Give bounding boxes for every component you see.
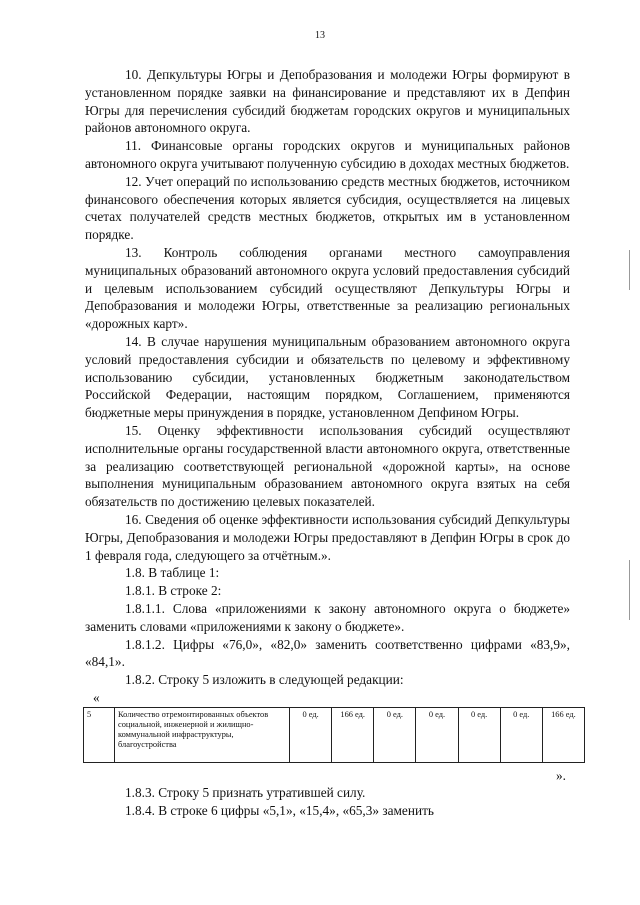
scan-edge-mark (629, 560, 630, 620)
paragraph-10: 10. Депкультуры Югры и Депобразования и молодежи Югры формируют в установленном порядке заявки на финансирование и представляют их в Депфин Югры для перечисления субсидий бюджетам городских округов и муниципальных районов автономного округа. (85, 67, 570, 136)
value-cell-1: 0 ед. (290, 707, 332, 762)
clause-1-8-4: 1.8.4. В строке 6 цифры «5,1», «15,4», «65,3» заменить (125, 803, 434, 819)
paragraph-14: 14. В случае нарушения муниципальным образованием автономного округа условий предоставления субсидии и обязательств по целевому и эффективному использованию субсидии, установленных бюджетным законодательством Российской Федерации, настоящим порядком, Соглашением, применяются бюджетные меры принуждения в порядке, установленном Депфином Югры. (85, 333, 570, 421)
paragraph-11: 11. Финансовые органы городских округов и муниципальных районов автономного округа учитывают полученную субсидию в доходах местных бюджетов. (85, 138, 570, 171)
row-number-cell: 5 (84, 707, 115, 762)
table-row (84, 707, 585, 762)
clause-1-8-1: 1.8.1. В строке 2: (125, 583, 222, 599)
row-description-cell: Количество отремонтированных объектов социальной, инженерной и жилищно-коммунальной инфраструктуры, благоустройства (115, 707, 290, 762)
paragraph-15: 15. Оценку эффективности использования субсидий осуществляют исполнительные органы государственной власти автономного округа, ответственные за реализацию соответствующей региональной «дорожной карты», на основе выполнения муниципальным образованием автономного округа взятых на себя обязательств по достижению целевых показателей. (85, 422, 570, 510)
clause-1-8: 1.8. В таблице 1: (125, 565, 220, 581)
clause-1-8-3: 1.8.3. Строку 5 признать утратившей силу. (125, 785, 366, 801)
paragraph-12: 12. Учет операций по использованию средств местных бюджетов, источником финансового обеспечения которых является субсидия, осуществляется на лицевых счетах получателей средств местных бюджетов, открытых им в установленном порядке. (85, 173, 570, 243)
clause-1-8-2: 1.8.2. Строку 5 изложить в следующей редакции: (125, 672, 404, 688)
value-cell-4: 0 ед. (416, 707, 458, 762)
amendment-table (83, 707, 585, 763)
paragraph-16: 16. Сведения об оценке эффективности использования субсидий Депкультуры Югры, Депобразования и молодежи Югры предоставляют в Депфин Югры в срок до 1 февраля года, следующего за отчётным.». (85, 511, 570, 563)
value-cell-3: 0 ед. (374, 707, 416, 762)
page-number: 13 (315, 30, 325, 41)
value-cell-7: 166 ед. (542, 707, 584, 762)
scan-edge-mark (629, 250, 630, 290)
paragraph-13: 13. Контроль соблюдения органами местного самоуправления муниципальных образований автономного округа условий предоставления субсидий и целевым использованием субсидий осуществляют Депкультуры Югры и Депобразования и молодежи Югры, ответственные за реализацию региональных «дорожных карт». (85, 244, 570, 332)
clause-1-8-1-1: 1.8.1.1. Слова «приложениями к закону автономного округа о бюджете» заменить словами «приложениями к закону о бюджете». (85, 600, 570, 634)
quote-close-mark: ». (556, 767, 566, 783)
clause-1-8-1-2: 1.8.1.2. Цифры «76,0», «82,0» заменить соответственно цифрами «83,9», «84,1». (85, 636, 570, 670)
value-cell-2: 166 ед. (332, 707, 374, 762)
value-cell-6: 0 ед. (500, 707, 542, 762)
quote-open-mark: « (93, 689, 100, 705)
value-cell-5: 0 ед. (458, 707, 500, 762)
document-body (85, 66, 576, 820)
